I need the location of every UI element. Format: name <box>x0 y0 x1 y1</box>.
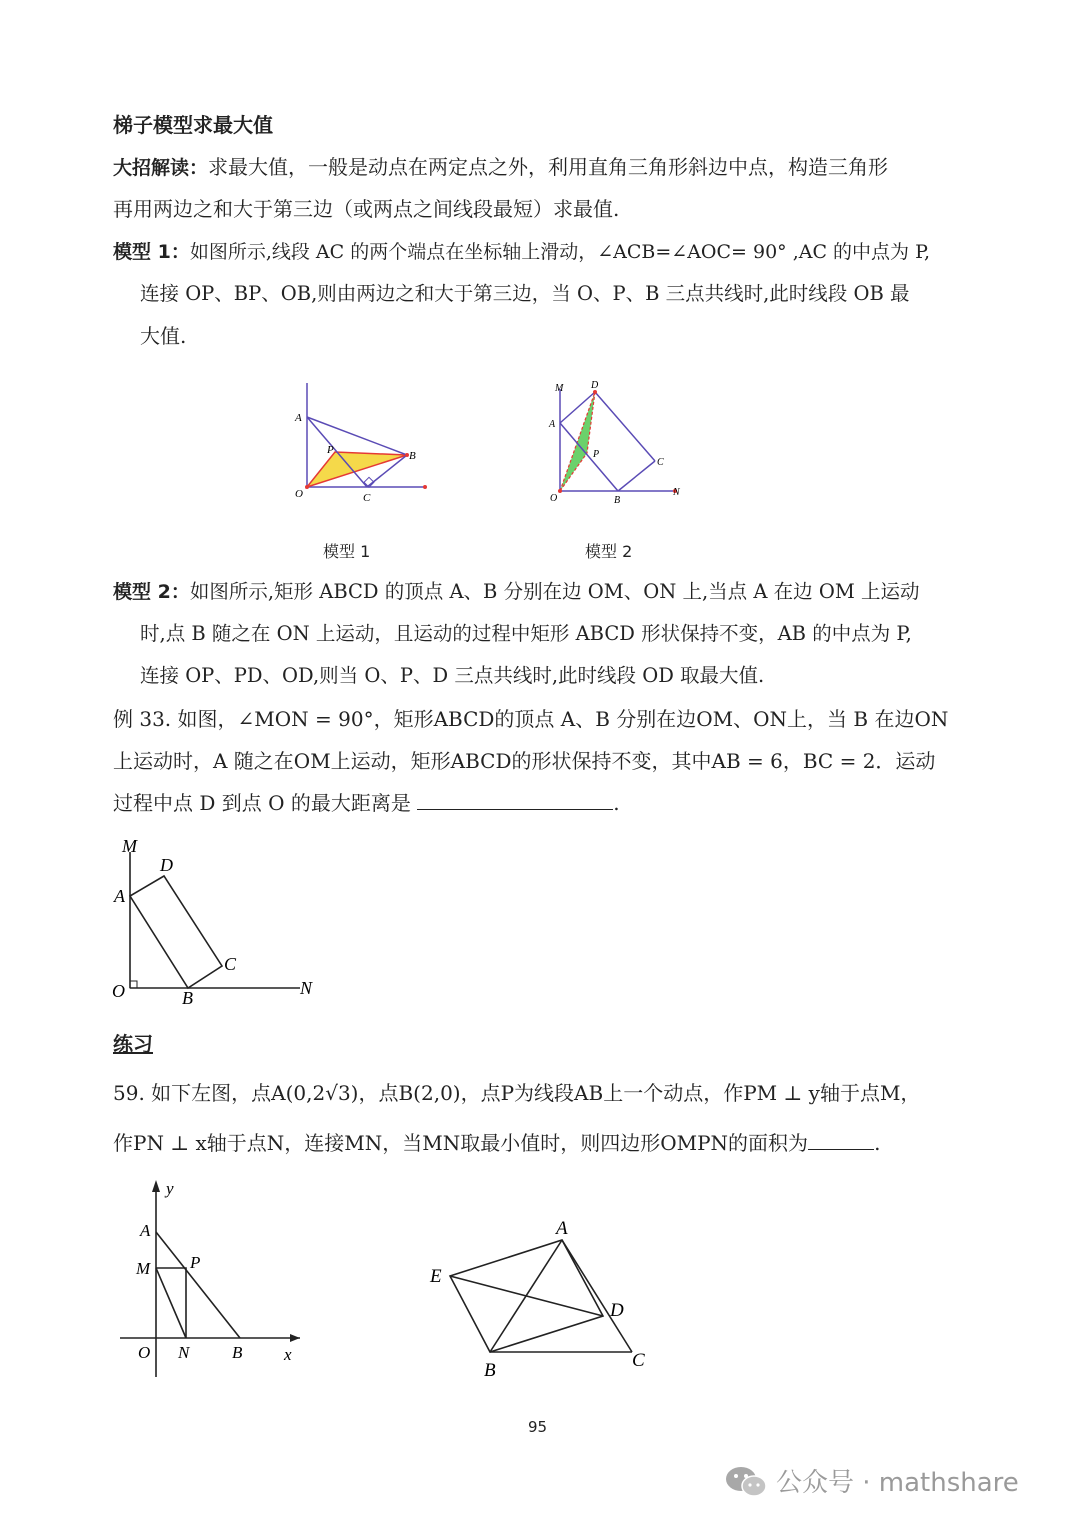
label-D: D <box>591 380 599 391</box>
label-B: B <box>484 1360 496 1381</box>
example33-text-3: 过程中点 D 到点 O 的最大距离是 <box>113 791 411 815</box>
label-A: A <box>295 412 302 424</box>
q59-answer-blank <box>808 1131 874 1150</box>
intro-line-2: 再用两边之和大于第三边（或两点之间线段最短）求最值. <box>113 197 620 221</box>
page-title: 梯子模型求最大值 <box>113 113 273 137</box>
label-x: x <box>284 1345 292 1364</box>
q59-left-figure <box>110 1172 310 1382</box>
q59-period: . <box>874 1131 881 1155</box>
practice-title: 练习 <box>113 1032 153 1056</box>
rectangle-ABCD <box>130 876 222 988</box>
label-O: O <box>138 1343 151 1362</box>
label-A: A <box>556 1218 568 1239</box>
model1-line-2: 连接 OP、BP、OB,则由两边之和大于第三边，当 O、P、B 三点共线时,此时线段 OB 最 <box>140 282 910 305</box>
label-M: M <box>122 836 137 856</box>
segment-AB <box>156 1232 240 1338</box>
intro-label: 大招解读： <box>113 157 209 179</box>
label-E: E <box>430 1266 442 1287</box>
label-A: A <box>549 419 556 430</box>
label-C: C <box>224 954 237 974</box>
segment-BA <box>490 1240 562 1352</box>
label-O: O <box>112 981 125 1001</box>
example33-figure <box>108 834 328 1009</box>
label-P: P <box>190 1253 201 1272</box>
model1-line-3: 大值. <box>140 324 187 348</box>
model2-line-2: 时,点 B 随之在 ON 上运动，且运动的过程中矩形 ABCD 形状保持不变，AB 的中点为 P, <box>140 622 912 645</box>
label-N: N <box>178 1343 190 1362</box>
intro-text-1: 求最大值，一般是动点在两定点之外，利用直角三角形斜边中点，构造三角形 <box>208 155 889 179</box>
wechat-icon <box>724 1465 768 1497</box>
answer-blank <box>417 791 613 810</box>
example33-line-3 <box>113 790 620 816</box>
model2-figure <box>545 375 695 510</box>
label-C: C <box>657 457 664 468</box>
q59-line-2 <box>113 1130 880 1156</box>
model2-text-1: 如图所示,矩形 ABCD 的顶点 A、B 分别在边 OM、ON 上,当点 A 在边 OM 上运动 <box>189 580 920 603</box>
model2-label: 模型 2： <box>113 581 190 603</box>
example33-line-1: 例 33. 如图，∠MON = 90°，矩形ABCD的顶点 A、B 分别在边OM、ON上，当 B 在边ON <box>113 707 949 731</box>
label-B: B <box>614 495 621 506</box>
label-O: O <box>295 488 303 500</box>
right-angle-mark <box>130 981 137 988</box>
triangle-OPB <box>307 452 407 487</box>
label-B: B <box>409 450 416 462</box>
label-N: N <box>300 978 313 998</box>
side-DC <box>595 392 655 461</box>
segment-MN <box>156 1268 186 1338</box>
label-N: N <box>673 487 680 498</box>
model1-figure <box>285 375 435 505</box>
label-D: D <box>610 1300 624 1321</box>
label-B: B <box>182 988 193 1008</box>
model1-line-1 <box>113 239 930 265</box>
label-A: A <box>114 886 125 906</box>
label-B: B <box>232 1343 243 1362</box>
caption-model1: 模型 1 <box>323 542 371 561</box>
label-C: C <box>632 1350 645 1371</box>
label-O: O <box>550 493 558 504</box>
q59-text-2: 作PN ⊥ x轴于点N，连接MN，当MN取最小值时，则四边形OMPN的面积为 <box>113 1131 809 1155</box>
page-number: 95 <box>528 1418 548 1436</box>
q59-right-figure <box>420 1210 670 1385</box>
label-C: C <box>363 492 371 504</box>
watermark <box>724 1462 1019 1499</box>
model2-line-3: 连接 OP、PD、OD,则当 O、P、D 三点共线时,此时线段 OD 取最大值. <box>140 664 765 687</box>
label-D: D <box>160 855 173 875</box>
label-A: A <box>140 1221 151 1240</box>
example33-line-2: 上运动时，A 随之在OM上运动，矩形ABCD的形状保持不变，其中AB = 6，BC = 2．运动 <box>113 749 936 773</box>
q59-line-1: 59. 如下左图，点A(0,2√3)，点B(2,0)，点P为线段AB上一个动点，作PM ⊥ y轴于点M， <box>113 1081 921 1105</box>
intro-line-1 <box>113 154 888 181</box>
model2-line-1 <box>113 579 920 605</box>
model1-text-1: 如图所示,线段 AC 的两个端点在坐标轴上滑动，∠ACB=∠AOC= 90° ,AC 的中点为 P, <box>189 241 931 263</box>
example33-period: . <box>613 791 620 815</box>
caption-model2: 模型 2 <box>585 542 633 561</box>
label-y: y <box>166 1179 174 1198</box>
label-P: P <box>327 444 334 456</box>
model1-label: 模型 1： <box>113 241 190 263</box>
label-P: P <box>593 449 600 460</box>
label-M: M <box>136 1259 151 1278</box>
label-M: M <box>555 383 564 394</box>
side-CB <box>618 461 655 491</box>
segment-AB <box>307 417 407 455</box>
segment-AC <box>562 1240 632 1352</box>
watermark-text: 公众号 · mathshare <box>776 1468 1019 1498</box>
